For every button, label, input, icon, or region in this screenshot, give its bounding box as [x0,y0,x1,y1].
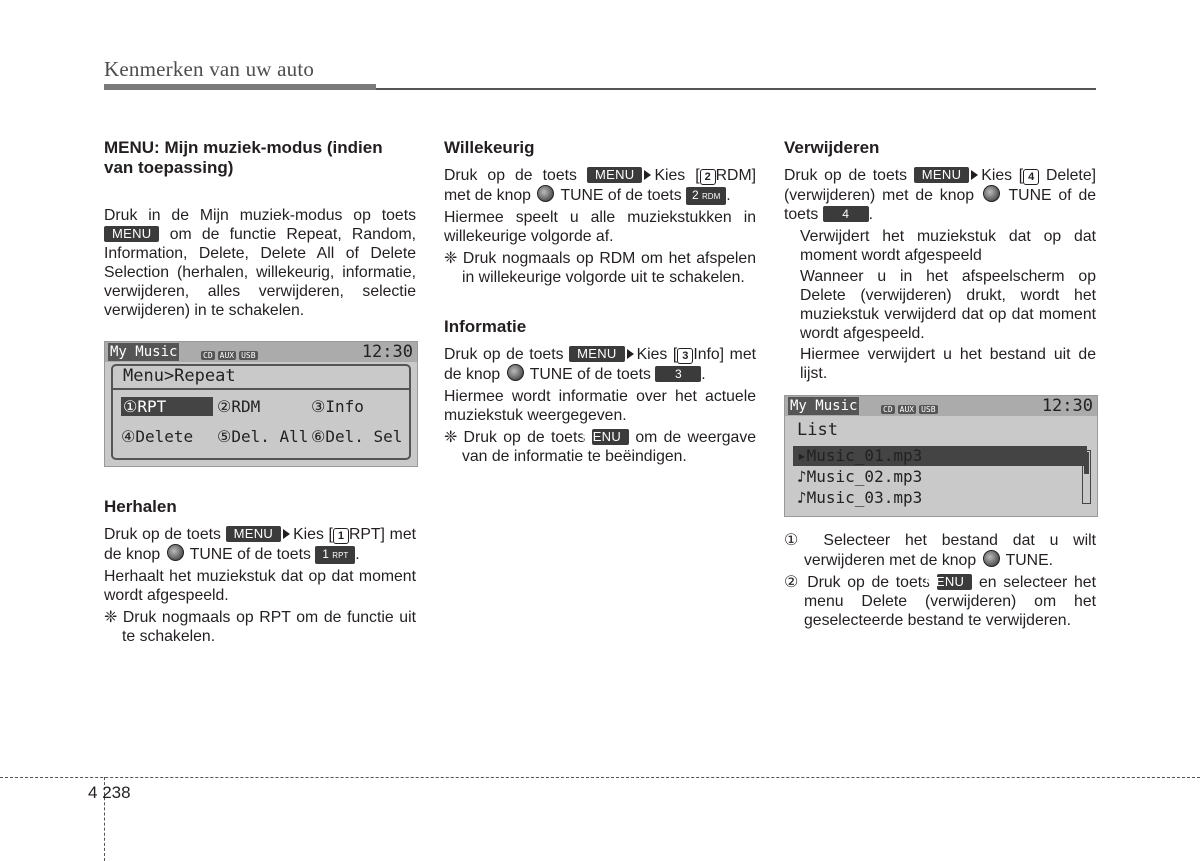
lcd-clock: 12:30 [361,342,413,362]
lcd-item-delete: ④Delete [121,427,194,446]
lcd-list-row: ♪Music_02.mp3 [797,467,923,486]
key-1-icon: 1 [333,528,349,544]
key-4-icon: 4 [1023,169,1039,185]
section-heading-repeat: Herhalen [104,497,177,516]
delete-text-2: Wanneer u in het afspeelscherm op Delete (verwijderen) drukt, wordt het muziekstuk verwijderd dat op dat moment wordt afgespeeld. [800,268,1096,342]
step-2: ② Druk op de toets MENU en selecteer het menu Delete (verwijderen) om het geselecteerde bestand te verwijderen. [784,574,1096,629]
menu-key: MENU [104,226,159,242]
tune-knob-icon [983,550,1000,567]
lcd-list-title: List [797,420,838,440]
header-rule [376,88,1096,90]
header-bar [104,84,376,90]
menu-key: MENU [937,574,972,590]
key-2-icon: 2 [700,169,716,185]
lcd-item-rpt: ①RPT [121,397,213,416]
column-3 [784,138,1096,633]
lcd-scrollbar [1082,450,1091,504]
tune-knob-icon [167,544,184,561]
lcd-menu-title: Menu>Repeat [123,366,236,386]
tune-knob-icon [983,185,1000,202]
lcd-item-rdm: ②RDM [217,397,261,416]
arrow-right-icon [971,170,978,180]
key-2-rdm: 2 RDM [686,187,726,205]
lcd-clock: 12:30 [1041,396,1093,416]
menu-key: MENU [587,167,642,183]
footer-rule [0,777,1200,778]
column-1 [104,138,416,649]
arrow-right-icon [644,170,651,180]
lcd-brand: My Music [790,398,858,414]
section-heading-delete: Verwijderen [784,138,880,157]
lcd-item-del-sel: ⑥Del. Sel [311,427,403,446]
arrow-right-icon [627,349,634,359]
step-1: ① Selecteer het bestand dat u wilt verwijderen met de knop TUNE. [784,532,1096,569]
running-header: Kenmerken van uw auto [104,57,315,81]
random-instruction: Druk op de toets MENU Kies [ 2 RDM] met de knop TUNE of de toets 2 RDM . [444,167,756,204]
repeat-note: ❈ Druk nogmaals op RPT om de functie uit te schakelen. [104,609,416,645]
tune-knob-icon [507,364,524,381]
random-description: Hiermee speelt u alle muziekstukken in willekeurige volgorde af. [444,209,756,245]
random-note: ❈ Druk nogmaals op RDM om het afspelen in willekeurige volgorde uit te schakelen. [444,250,756,286]
arrow-right-icon [283,529,290,539]
key-3-icon: 3 [677,348,693,364]
info-note: ❈ Druk op de toets MENU om de weergave van de informatie te beëindigen. [444,429,757,465]
key-3: 3 [655,366,701,382]
intro-paragraph: Druk in de Mijn muziek-modus op toets MENU om de functie Repeat, Random, Information, Delete, Delete All of Delete Selection (herhalen, willekeurig, informatie, verwijderen, alles verwijderen, selectie verwijderen) in te schakelen. [104,207,417,319]
key-4: 4 [823,206,869,222]
section-heading-info: Informatie [444,317,527,336]
menu-key: MENU [569,346,624,362]
lcd-brand: My Music [110,344,178,360]
delete-text-1: Verwijdert het muziekstuk dat op dat moment wordt afgespeeld [800,228,1096,264]
column-2 [444,138,756,469]
repeat-description: Herhaalt het muziekstuk dat op dat moment wordt afgespeeld. [104,568,416,604]
section-heading-random: Willekeurig [444,138,535,157]
tune-knob-icon [537,185,554,202]
page-number: 4 238 [88,783,131,802]
section-heading-menu: MENU: Mijn muziek-modus (indien van toepassing) [104,138,383,177]
info-description: Hiermee wordt informatie over het actuele muziekstuk weergegeven. [444,388,756,424]
lcd-list-row: ▸Music_01.mp3 [793,446,1087,466]
menu-key: MENU [592,429,629,445]
lcd-item-del-all: ⑤Del. All [217,427,309,446]
delete-instruction: Druk op de toets MENU Kies [ 4 Delete] (verwijderen) met de knop TUNE of de toets 4 . [784,167,1097,223]
repeat-instruction: Druk op de toets MENU Kies [ 1 RPT] met de knop TUNE of de toets 1 RPT . [104,526,416,563]
lcd-source-tags: CD AUX USB [883,405,936,414]
delete-text-3: Hiermee verwijdert u het bestand uit de lijst. [800,346,1096,382]
lcd-item-info: ③Info [311,397,364,416]
info-instruction: Druk op de toets MENU Kies [ 3 Info] met de knop TUNE of de toets 3 . [444,346,756,383]
menu-key: MENU [226,526,281,542]
lcd-source-tags: CD AUX USB [203,351,256,360]
key-1-rpt: 1 RPT [315,546,355,564]
lcd-repeat-menu [104,341,418,467]
lcd-list-row: ♪Music_03.mp3 [797,488,923,507]
lcd-music-list [784,395,1098,517]
menu-key: MENU [914,167,969,183]
